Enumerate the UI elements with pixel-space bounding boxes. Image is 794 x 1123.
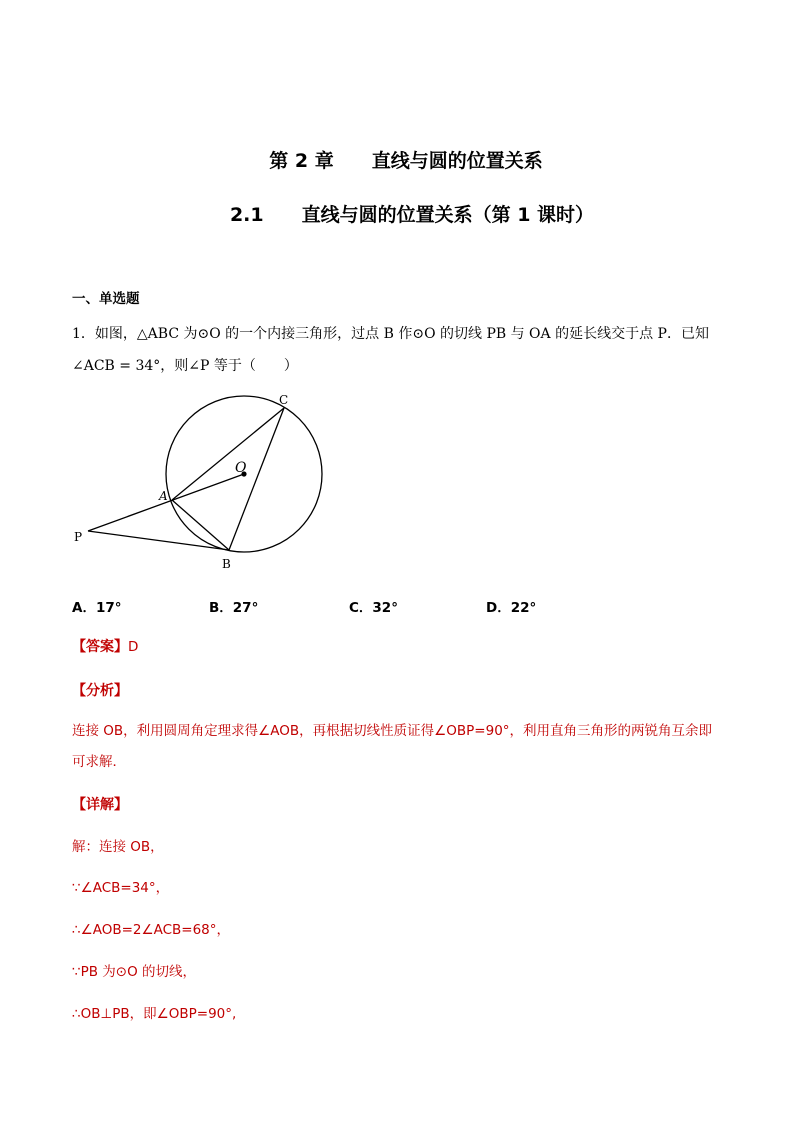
question-line-2: ∠ACB = 34°，则∠P 等于（ ）: [72, 358, 298, 374]
segment-ab: [172, 500, 229, 550]
section-heading: 一、单选题: [72, 291, 140, 307]
option-c: C．32°: [349, 600, 398, 616]
analysis-line-1: 连接 OB，利用圆周角定理求得∠AOB，再根据切线性质证得∠OBP=90°，利用直角三角形的两锐角互余即: [72, 723, 713, 739]
label-c: C: [279, 393, 289, 407]
segment-ca: [172, 408, 284, 500]
option-b: B．27°: [209, 600, 259, 616]
detail-step-5: ∴OB⊥PB，即∠OBP=90°,: [72, 1006, 237, 1022]
detail-step-3: ∴∠AOB=2∠ACB=68°，: [72, 922, 231, 938]
chapter-title: 第 2 章 直线与圆的位置关系: [269, 150, 543, 172]
detail-step-4: ∵PB 为⊙O 的切线，: [72, 964, 197, 980]
detail-step-1: 解：连接 OB，: [72, 839, 164, 855]
answer-row: [72, 636, 138, 656]
analysis-tag: 【分析】: [72, 683, 128, 699]
option-d: D．22°: [486, 600, 537, 616]
option-a: A．17°: [72, 600, 122, 616]
answer-value: D: [128, 639, 139, 655]
section-title: 2.1 直线与圆的位置关系（第 1 课时）: [229, 204, 595, 226]
label-a: A: [159, 489, 168, 503]
segment-cb: [229, 408, 284, 550]
detail-tag: 【详解】: [72, 797, 128, 813]
label-o: O: [235, 460, 247, 476]
analysis-line-2: 可求解．: [72, 754, 126, 770]
label-b: B: [222, 557, 231, 571]
label-p: P: [74, 530, 83, 544]
geometry-figure: [60, 385, 360, 575]
question-line-1: 1．如图，△ABC 为⊙O 的一个内接三角形，过点 B 作⊙O 的切线 PB 与 OA 的延长线交于点 P．已知: [72, 326, 709, 342]
detail-step-2: ∵∠ACB=34°，: [72, 880, 170, 896]
segment-pb: [88, 531, 229, 550]
answer-tag: 【答案】: [72, 639, 128, 655]
